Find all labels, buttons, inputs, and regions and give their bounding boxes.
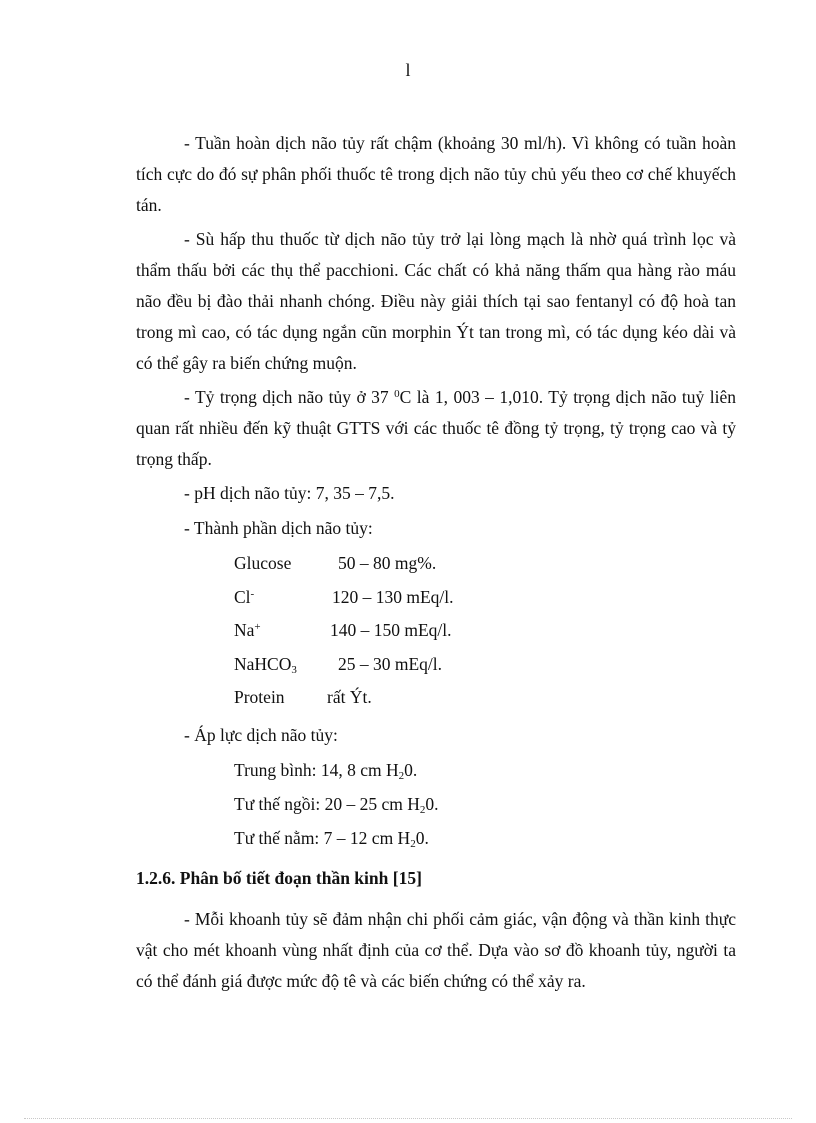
- paragraph-csf-density: [136, 382, 736, 475]
- composition-charge-superscript: +: [254, 621, 261, 633]
- pressure-text: [234, 755, 417, 789]
- pressure-subscript: 2: [410, 837, 416, 850]
- composition-row-protein: [234, 682, 736, 716]
- paragraph-csf-ph: - pH dịch não tủy: 7, 35 – 7,5.: [184, 483, 395, 503]
- pressure-subscript: 2: [398, 769, 405, 782]
- pressure-row-average: [234, 755, 736, 789]
- composition-symbol: NaHCO: [234, 653, 292, 674]
- composition-value: 120 – 130 mEq/l.: [332, 586, 454, 607]
- pressure-heading: - Áp lực dịch não tủy:: [184, 724, 338, 745]
- document-body: [136, 128, 736, 1000]
- density-degree-superscript: 0: [394, 388, 400, 400]
- composition-subscript: 3: [291, 663, 297, 676]
- composition-charge-superscript: -: [250, 587, 255, 600]
- pressure-row-sitting: [234, 789, 736, 823]
- composition-list: [234, 548, 736, 716]
- density-text-before: - Tỷ trọng dịch não tủy ở 37: [184, 387, 395, 407]
- pressure-prefix: Tư thế nằm: 7 – 12 cm H: [234, 827, 411, 848]
- composition-value: rất Ýt.: [327, 687, 372, 707]
- composition-name: [234, 649, 338, 683]
- pressure-prefix: Tư thế ngồi: 20 – 25 cm H: [234, 793, 420, 814]
- composition-row-chloride: [234, 582, 736, 616]
- pressure-text: [234, 823, 429, 857]
- pressure-suffix: 0.: [404, 759, 418, 780]
- composition-value: 50 – 80 mg%.: [338, 553, 437, 573]
- composition-row-bicarbonate: [234, 649, 736, 683]
- composition-name: [234, 615, 330, 649]
- pressure-list: [234, 755, 736, 857]
- composition-symbol: Cl: [234, 586, 251, 607]
- composition-row-glucose: [234, 548, 736, 582]
- composition-heading: - Thành phần dịch não tủy:: [184, 518, 373, 538]
- pressure-suffix: 0.: [425, 793, 439, 814]
- paragraph-csf-circulation: - Tuần hoàn dịch não tủy rất chậm (khoảng 30 ml/h). Vì không có tuần hoàn tích cực do đó sự phân phối thuốc tê trong dịch não tủy chủ yếu theo cơ chế khuyếch tán.: [136, 133, 736, 215]
- pressure-suffix: 0.: [415, 827, 429, 848]
- page-number: l: [405, 60, 411, 80]
- composition-value: 25 – 30 mEq/l.: [338, 653, 443, 674]
- composition-name: Protein: [234, 687, 285, 707]
- pressure-text: [234, 789, 439, 823]
- pressure-subscript: 2: [419, 803, 426, 816]
- composition-row-sodium: [234, 615, 736, 649]
- pressure-row-lying: [234, 823, 736, 857]
- section-heading: 1.2.6. Phân bố tiết đoạn thần kinh [15]: [136, 867, 422, 888]
- composition-name: [234, 582, 332, 616]
- density-text-after: C là 1, 003 – 1,010. Tỷ trọng dịch não tuỷ liên quan rất nhiều đến kỹ thuật GTTS với các thuốc tê đồng tỷ trọng, tỷ trọng cao và tỷ trọng thấp.: [136, 387, 737, 469]
- paragraph-csf-absorption: - Sù hấp thu thuốc từ dịch não tủy trở lại lòng mạch là nhờ quá trình lọc và thẩm thấu bởi các thụ thể pacchioni. Các chất có khả năng thấm qua hàng rào máu não đều bị đào thải nhanh chóng. Điều này giải thích tại sao fentanyl có độ hoà tan trong mì cao, có tác dụng ngắn cũn morphin Ýt tan trong mì, có tác dụng kéo dài và có thể gây ra biến chứng muộn.: [136, 229, 736, 373]
- page-bottom-divider: [24, 1118, 792, 1119]
- composition-value: 140 – 150 mEq/l.: [330, 620, 452, 640]
- composition-symbol: Na: [234, 620, 255, 640]
- paragraph-segmental-distribution: - Mỗi khoanh tủy sẽ đảm nhận chi phối cảm giác, vận động và thần kinh thực vật cho mét khoanh vùng nhất định của cơ thể. Dựa vào sơ đồ khoanh tủy, người ta có thể đánh giá được mức độ tê và các biến chứng có thể xảy ra.: [136, 908, 736, 991]
- composition-name: Glucose: [234, 553, 292, 573]
- pressure-prefix: Trung bình: 14, 8 cm H: [234, 759, 399, 780]
